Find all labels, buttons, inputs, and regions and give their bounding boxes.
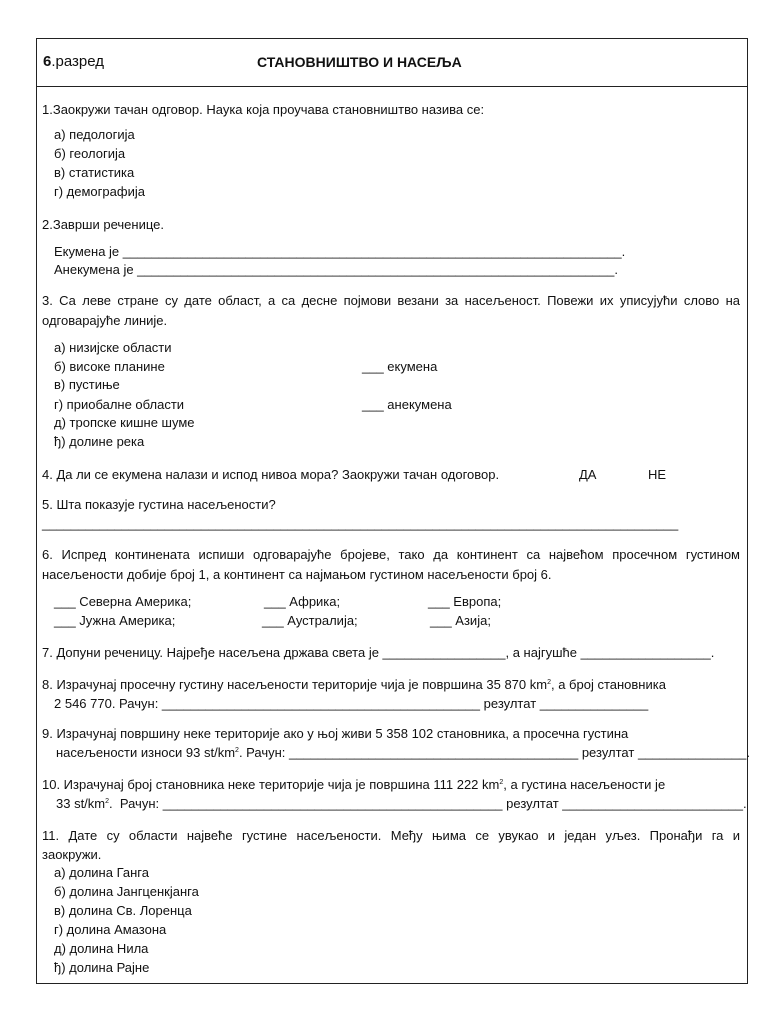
q9-line2: насељености износи 93 $st/km^2$. Рачун: ________________________________________ резултат _______________. [56, 745, 750, 760]
q6-continent: ___ Јужна Америка; [54, 613, 176, 628]
q6-continent: ___ Африка; [264, 594, 341, 609]
grade-word: .разред [51, 53, 105, 70]
q4-text: 4. Да ли се екумена налази и испод нивоа мора? Заокружи тачан одоговор. [42, 467, 500, 482]
q11-option: в) долина Св. Лоренца [54, 903, 192, 918]
q1-option: г) демографија [54, 184, 145, 199]
q3-option: а) низијске области [54, 340, 172, 355]
q1-option: б) геологија [54, 146, 126, 161]
q1-text: 1.Заокружи тачан одговор. Наука која проучава становништво назива се: [42, 102, 485, 117]
q2-text: 2.Заврши реченице. [42, 217, 164, 232]
worksheet-title: СТАНОВНИШТВО И НАСЕЉА [257, 54, 462, 70]
q8-line1: 8. Израчунај просечну густину насељености територије чија је површина 35 870 $km^2$, а број становника [42, 677, 666, 692]
q1-option: в) статистика [54, 165, 135, 180]
q3-text-line2: одговарајуће линије. [42, 313, 168, 328]
q11-option: а) долина Ганга [54, 865, 149, 880]
q3-option: ђ) долине река [54, 434, 145, 449]
q6-continent: ___ Европа; [428, 594, 502, 609]
q2-line-ekumena: Екумена је _____________________________________________________________________. [54, 244, 626, 259]
q4-no: НЕ [648, 467, 667, 482]
q10-line1: 10. Израчунај број становника неке територије чија је површина 111 222 $km^2$, а густина насељености је [42, 777, 666, 792]
q5-answer-line: ________________________________________________________________________________________ [42, 516, 679, 531]
q3-answer-ekumena: ___ екумена [362, 359, 438, 374]
q9-line1: 9. Израчунај површину неке територије ако у њој живи 5 358 102 становника, а просечна густина [42, 726, 629, 741]
grade-number: 6 [43, 53, 52, 70]
grade-label [43, 53, 104, 70]
q10-line2: 33 $st/km^2$. Рачун: _______________________________________________ резултат _________________________. [56, 796, 747, 811]
q4-yes: ДА [579, 467, 597, 482]
q2-line-anekumena: Анекумена је __________________________________________________________________. [54, 262, 618, 277]
q5-text: 5. Шта показује густина насељености? [42, 497, 276, 512]
q7-text: 7. Допуни реченицу. Најређе насељена држава света је _________________, а најгушће __________________. [42, 645, 715, 660]
q1-option: а) педологија [54, 127, 135, 142]
q8-line2: 2 546 770. Рачун: ____________________________________________ резултат _______________ [54, 696, 649, 711]
q3-text-line1: 3. Са леве стране су дате област, а са десне појмови везани за насељеност. Повежи их уписујући слово на [42, 293, 740, 308]
q6-text-line2: насељености добије број 1, а континент са најмањом густином насељености број 6. [42, 567, 552, 582]
q11-option: д) долина Нила [54, 941, 149, 956]
q11-text-line1: 11. Дате су области највеће густине насељености. Међу њима се увукао и један уљез. Пронађи га и [42, 828, 740, 843]
q6-continent: ___ Азија; [430, 613, 491, 628]
q6-continent: ___ Северна Америка; [54, 594, 192, 609]
q11-option: ђ) долина Рајне [54, 960, 150, 975]
q11-text-line2: заокружи. [42, 847, 102, 862]
q3-option: д) тропске кишне шуме [54, 415, 195, 430]
q3-option: г) приобалне области [54, 397, 185, 412]
q11-option: б) долина Јангценкјанга [54, 884, 199, 899]
q11-option: г) долина Амазона [54, 922, 167, 937]
q6-continent: ___ Аустралија; [262, 613, 358, 628]
q3-option: в) пустиње [54, 377, 120, 392]
worksheet-header [37, 39, 747, 87]
q3-option: б) високе планине [54, 359, 165, 374]
q3-answer-anekumena: ___ анекумена [362, 397, 452, 412]
q6-text-line1: 6. Испред континената испиши одговарајуће бројеве, тако да континент са највећом просечном густином [42, 547, 740, 562]
